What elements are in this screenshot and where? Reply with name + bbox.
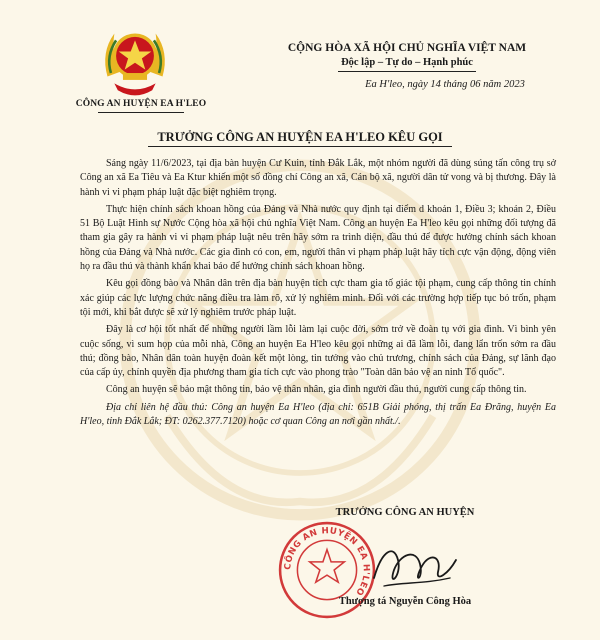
handwritten-signature-icon xyxy=(364,530,464,602)
paragraph-opportunity: Đây là cơ hội tốt nhất để những người lầm lỗi làm lại cuộc đời, sớm trở về đoàn tụ với gia đình. Vì bình yên cuộc sống, vì sum họp của mỗi nhà, Công an huyện Ea H'leo kêu gọi những ai đã lầm lỗi, đang lẩn trốn sớm ra đầu thú; đồng bào, Nhân dân toàn huyện đoàn kết một lòng, tin tưởng vào chủ trương, chính sách của Đảng, sự lãnh đạo của cấp ủy, chính quyền địa phương tham gia tích cực vào phong trào "Toàn dân bảo vệ an ninh Tổ quốc". xyxy=(80,324,556,379)
signer-name: Thượng tá Nguyễn Công Hòa xyxy=(338,596,472,607)
paragraph-incident: Sáng ngày 11/6/2023, tại địa bàn huyện Cư Kuin, tỉnh Đắk Lắk, một nhóm người đã dùng súng tấn công trụ sở Công an xã Ea Tiêu và Ea Ktur khiến một số đồng chí Công an xã, Cán bộ xã, người dân tử vong và bị thương. Đây là hành vi vi phạm pháp luật đặc biệt nghiêm trọng. xyxy=(80,158,556,198)
document-title: TRƯỞNG CÔNG AN HUYỆN EA H'LEO KÊU GỌI xyxy=(157,130,443,144)
paragraph-public-call: Kêu gọi đồng bào và Nhân dân trên địa bàn huyện tích cực tham gia tố giác tội phạm, cung cấp thông tin chính xác giúp các lực lượng chức năng điều tra làm rõ, xử lý nghiêm minh. Đối với các trường hợp tiếp tục bỏ trốn, phạm tội mới, khi bắt được sẽ xử lý nghiêm trước pháp luật. xyxy=(80,278,556,318)
national-title: CỘNG HÒA XÃ HỘI CHỦ NGHĨA VIỆT NAM xyxy=(287,42,527,54)
police-emblem-icon xyxy=(92,18,178,104)
contact-info: Địa chỉ liên hệ đầu thú: Công an huyện Ea H'leo (địa chỉ: 651B Giải phóng, thị trấn Ea Đrăng, huyện Ea H'leo, tỉnh Đắk Lắk; ĐT: 0262.377.7120) hoặc cơ quan Công an nơi gần nhất./. xyxy=(80,401,556,428)
seal-text: CÔNG AN HUYỆN EA H'LEO xyxy=(283,526,371,598)
paragraph-confidentiality: Công an huyện sẽ bảo mật thông tin, bảo vệ thân nhân, gia đình người đầu thú, người cung cấp thông tin. xyxy=(106,384,527,396)
national-motto: Độc lập – Tự do – Hạnh phúc xyxy=(341,57,473,68)
title-underline xyxy=(148,146,452,147)
paragraph-leniency: Thực hiện chính sách khoan hồng của Đảng và Nhà nước quy định tại điểm d khoản 1, Điều 3; khoản 2, Điều 51 Bộ Luật Hình sự Nước Cộng hòa xã hội chủ nghĩa Việt Nam. Công an huyện Ea H'leo kêu gọi những đối tượng đã tham gia gây ra hành vi vi phạm pháp luật nêu trên hãy sớm ra trình diện, đầu thú để được hưởng chính sách khoan hồng của Đảng và Nhà nước. Các gia đình có con, em, người thân vi phạm pháp luật hãy tích cực vận động, động viên họ ra đầu thú và thành khẩn khai báo để hưởng chính sách khoan hồng. xyxy=(80,203,556,273)
place-date: Ea H'leo, ngày 14 tháng 06 năm 2023 xyxy=(365,79,525,90)
agency-underline xyxy=(98,112,184,113)
motto-underline xyxy=(338,71,476,72)
issuing-agency: CÔNG AN HUYỆN EA H'LEO xyxy=(75,99,207,109)
signature-title: TRƯỞNG CÔNG AN HUYỆN xyxy=(335,507,475,518)
document-body xyxy=(80,157,556,432)
